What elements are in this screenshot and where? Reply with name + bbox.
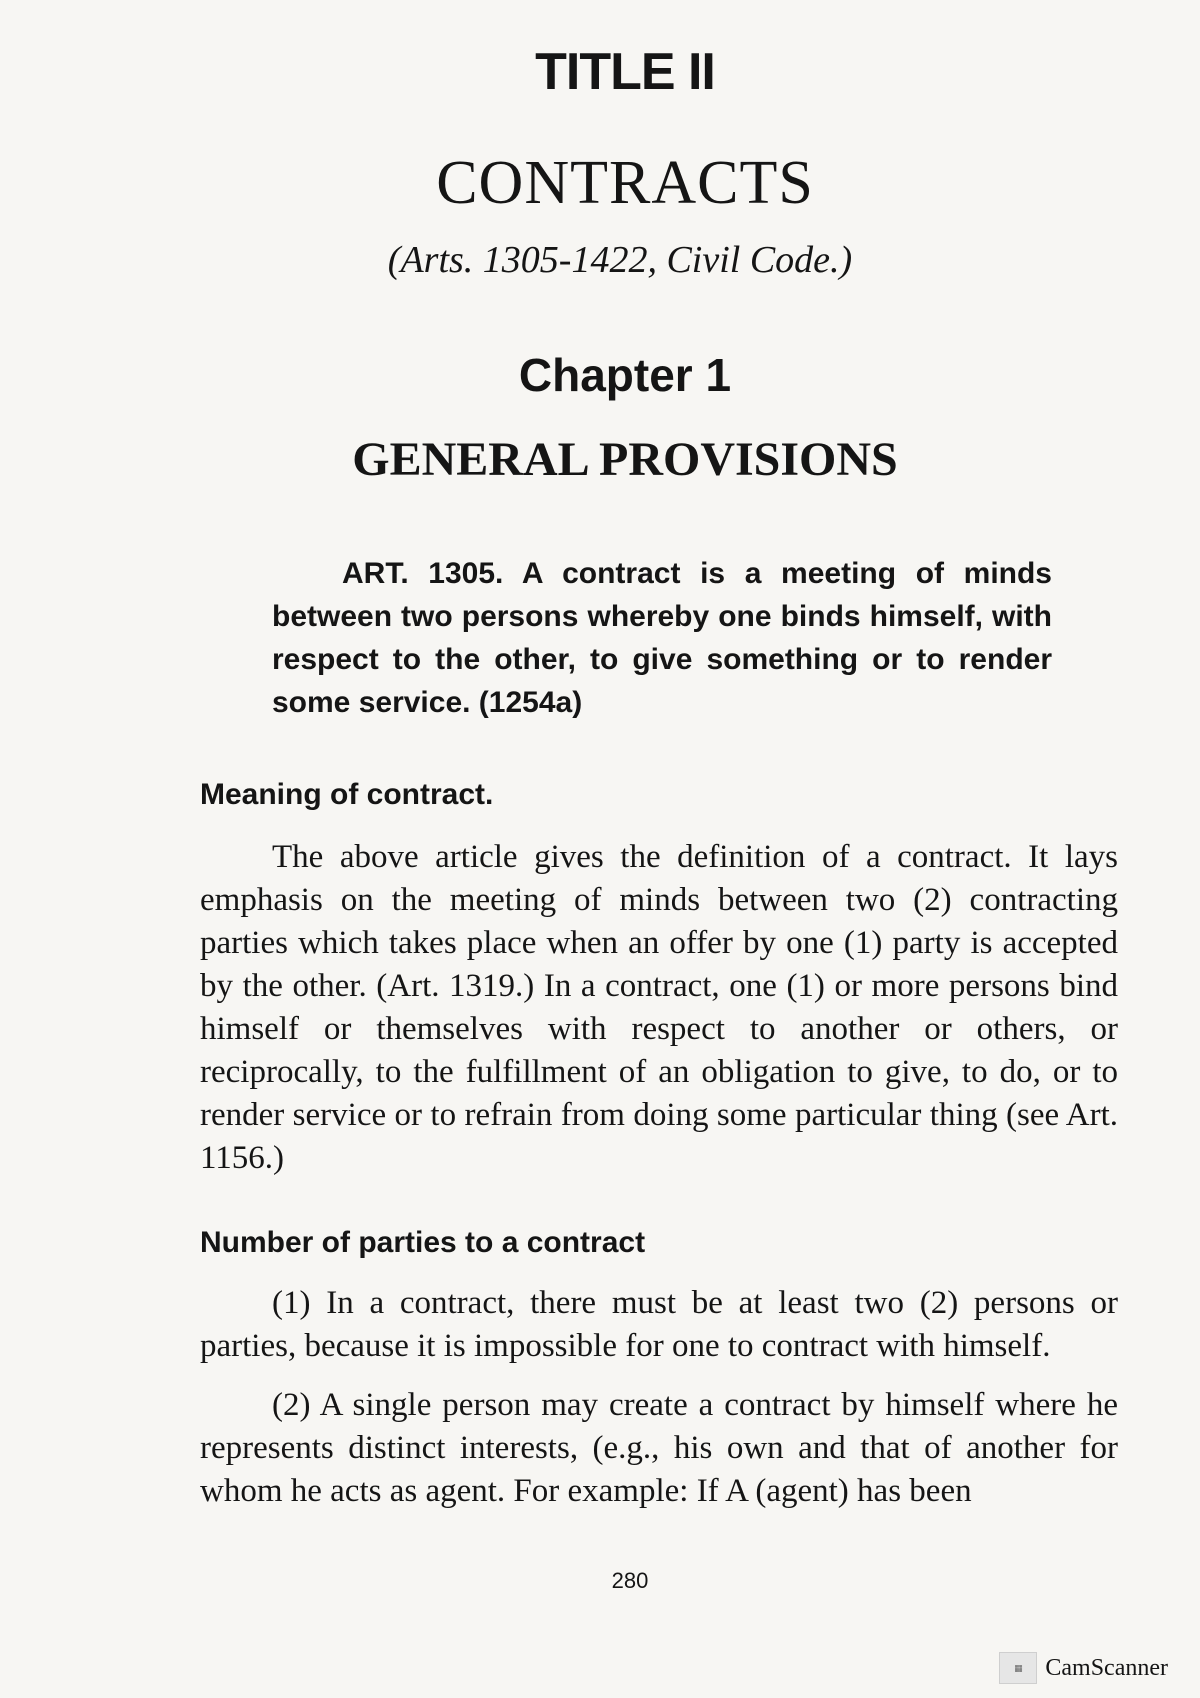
parties-point-1: (1) In a contract, there must be at least two (2) persons or parties, because it is impossible for one to contract with himself. xyxy=(200,1285,1118,1364)
article-1305: ART. 1305. A contract is a meeting of minds between two persons whereby one binds himself, with respect to the other, to give something or to render some service. (1254a) xyxy=(272,557,1052,719)
page-number: 280 xyxy=(611,1568,649,1593)
meaning-paragraph: The above article gives the definition of a contract. It lays emphasis on the meeting of minds between two (2) contracting parties which takes place when an offer by one (1) party is accepted by the other. (Art. 1319.) In a contract, one (1) or more persons bind himself or themselves with respect to another or others, or reciprocally, to the fulfillment of an obligation to give, to do, or to render service or to refrain from doing some particular thing (see Art. 1156.) xyxy=(200,839,1118,1176)
scanner-watermark xyxy=(999,1652,1168,1684)
chapter-title: GENERAL PROVISIONS xyxy=(352,433,898,486)
main-title: CONTRACTS xyxy=(436,149,814,217)
parties-point-2: (2) A single person may create a contract by himself where he represents distinct interests, (e.g., his own and that of another for whom he acts as agent. For example: If A (agent) has been xyxy=(200,1387,1118,1509)
title-number: TITLE II xyxy=(535,43,715,101)
camscanner-logo-icon: ▦ xyxy=(999,1652,1037,1684)
meaning-heading: Meaning of contract. xyxy=(200,778,494,811)
subtitle: (Arts. 1305-1422, Civil Code.) xyxy=(387,239,853,281)
scanner-label: CamScanner xyxy=(1045,1654,1168,1681)
chapter-number: Chapter 1 xyxy=(518,349,732,401)
parties-heading: Number of parties to a contract xyxy=(200,1226,646,1259)
